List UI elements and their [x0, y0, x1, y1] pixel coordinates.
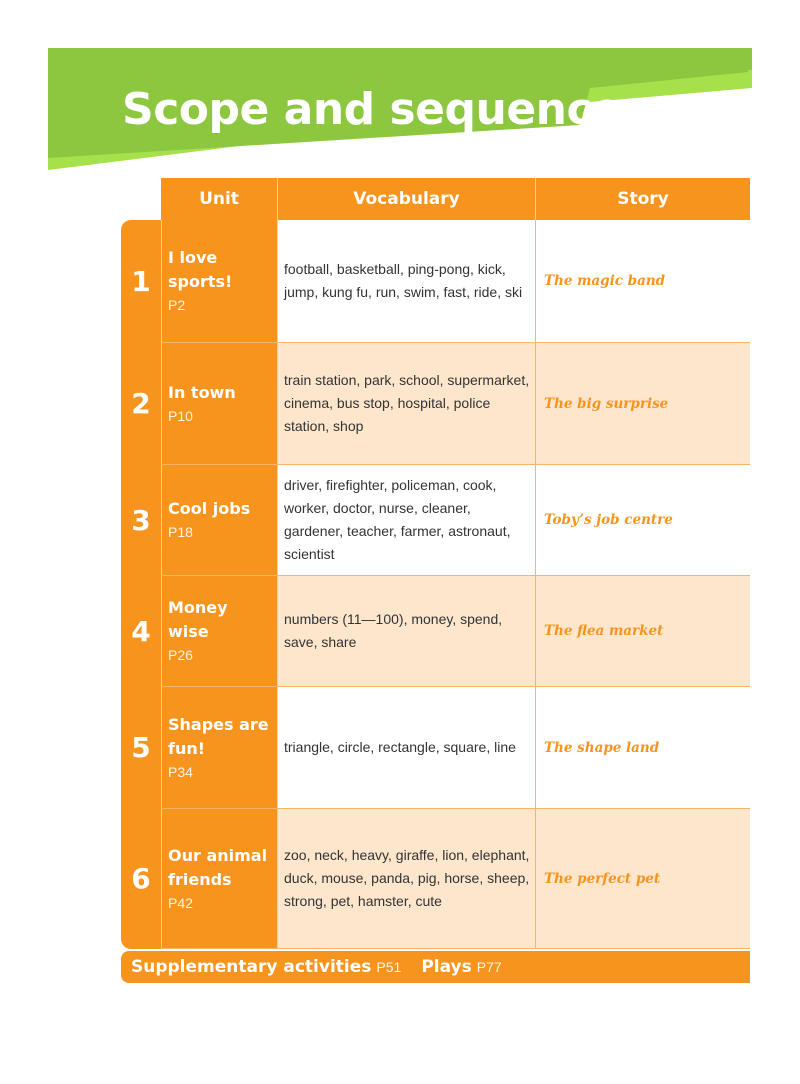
unit-title: I love sports!: [168, 248, 233, 291]
unit-title: Cool jobs: [168, 499, 251, 518]
story-cell: Toby’s job centre: [536, 465, 750, 575]
supplementary-label: Supplementary activities: [131, 957, 372, 977]
unit-page: P34: [168, 763, 193, 780]
unit-cell: [161, 343, 278, 464]
unit-number: 2: [131, 387, 151, 420]
unit-cell: [161, 220, 278, 342]
unit-cell: [161, 809, 278, 948]
unit-cell: [161, 687, 278, 808]
unit-cell: [161, 465, 278, 575]
table-row: [131, 464, 750, 575]
unit-title: Money wise: [168, 598, 228, 641]
table-row: [131, 220, 750, 342]
header-vocabulary: Vocabulary: [278, 178, 536, 220]
vocabulary-cell: numbers (11—100), money, spend, save, share: [278, 576, 536, 686]
story-cell: The magic band: [536, 220, 750, 342]
table-row: [131, 808, 750, 948]
unit-page: P42: [168, 894, 193, 911]
table-header: [161, 178, 750, 220]
table-row: [131, 342, 750, 464]
supplementary-page: P51: [376, 959, 402, 975]
vocabulary-cell: train station, park, school, supermarket, cinema, bus stop, hospital, police station, shop: [278, 343, 536, 464]
table-row: [131, 575, 750, 686]
unit-page: P26: [168, 647, 193, 663]
footer-bar: [121, 951, 750, 983]
plays-label: Plays: [421, 957, 472, 977]
vocabulary-cell: triangle, circle, rectangle, square, line: [278, 687, 536, 808]
plays-page: P77: [476, 959, 502, 975]
scope-table: [131, 220, 750, 949]
vocabulary-cell: zoo, neck, heavy, giraffe, lion, elephant, duck, mouse, panda, pig, horse, sheep, strong, pet, hamster, cute: [278, 809, 536, 948]
unit-cell: [161, 576, 278, 686]
story-cell: The perfect pet: [536, 809, 750, 948]
unit-number: 5: [131, 731, 151, 764]
unit-title: Shapes are fun!: [168, 714, 269, 758]
page-title: Scope and sequence: [122, 84, 622, 135]
vocabulary-cell: driver, firefighter, policeman, cook, worker, doctor, nurse, cleaner, gardener, teacher, farmer, astronaut, scientist: [278, 465, 536, 575]
unit-title: Our animal friends: [168, 845, 268, 889]
unit-page: P18: [168, 524, 193, 540]
story-cell: The big surprise: [536, 343, 750, 464]
vocabulary-cell: football, basketball, ping-pong, kick, jump, kung fu, run, swim, fast, ride, ski: [278, 220, 536, 342]
unit-page: P10: [168, 407, 193, 424]
unit-number: 6: [131, 862, 151, 895]
unit-page: P2: [168, 297, 186, 313]
unit-title: In town: [168, 382, 236, 402]
table-row: [131, 686, 750, 808]
story-cell: The shape land: [536, 687, 750, 808]
unit-number: 4: [131, 614, 151, 648]
header-story: Story: [536, 178, 750, 220]
header-unit: Unit: [161, 178, 278, 220]
story-cell: The flea market: [536, 576, 750, 686]
unit-number: 3: [131, 503, 151, 537]
unit-number: 1: [131, 264, 151, 298]
